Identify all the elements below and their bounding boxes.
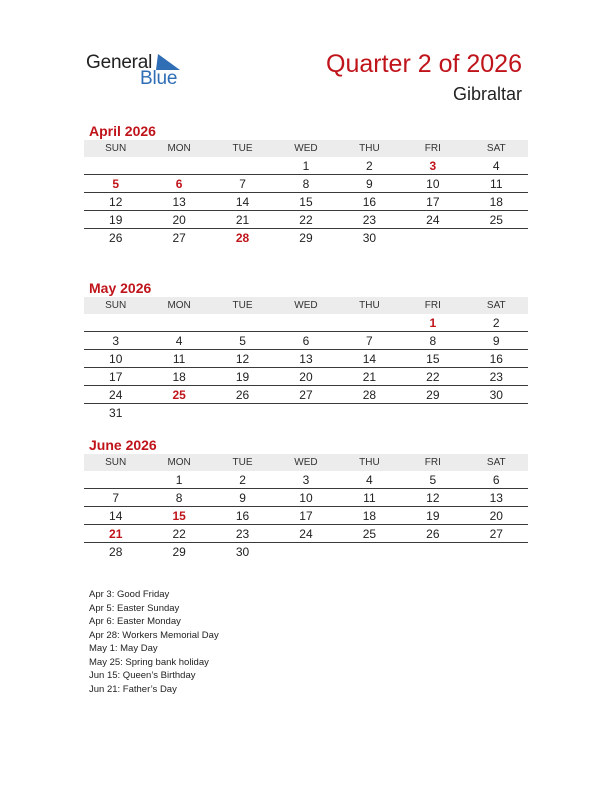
empty-day-cell xyxy=(147,157,210,175)
day-cell: 28 xyxy=(109,544,123,559)
empty-day-cell xyxy=(338,404,401,422)
day-cell: 30 xyxy=(362,230,377,245)
day-cell: 2 xyxy=(211,471,274,489)
day-cell: 4 xyxy=(147,332,210,350)
day-cell: 12 xyxy=(401,489,464,507)
day-cell: 21 xyxy=(338,368,401,386)
day-cell: 1 xyxy=(274,157,337,175)
empty-day-cell xyxy=(401,404,464,422)
day-cell: 15 xyxy=(401,350,464,368)
day-cell: 3 xyxy=(274,471,337,489)
weekday-label: SUN xyxy=(84,454,147,471)
empty-day-cell xyxy=(211,314,274,332)
day-cell: 14 xyxy=(338,350,401,368)
day-cell: 11 xyxy=(465,175,528,193)
week-row xyxy=(84,157,528,175)
weekday-label: FRI xyxy=(401,297,464,314)
weekday-label: SUN xyxy=(84,297,147,314)
day-cell: 29 xyxy=(401,386,464,404)
day-cell: 27 xyxy=(172,230,186,245)
day-cell: 12 xyxy=(211,350,274,368)
day-cell: 29 xyxy=(299,230,313,245)
day-cell: 19 xyxy=(211,368,274,386)
holiday-item: Apr 3: Good Friday xyxy=(89,589,170,600)
empty-day-cell xyxy=(147,314,210,332)
empty-day-cell xyxy=(274,404,337,422)
day-cell: 31 xyxy=(109,405,123,420)
day-cell: 13 xyxy=(465,489,528,507)
day-cell: 3 xyxy=(401,157,464,175)
weekday-label: TUE xyxy=(211,140,274,157)
day-cell: 22 xyxy=(274,211,337,229)
weekday-label: FRI xyxy=(401,454,464,471)
empty-day-cell xyxy=(211,404,274,422)
day-cell: 16 xyxy=(338,193,401,211)
day-cell: 9 xyxy=(211,489,274,507)
month-april xyxy=(84,122,528,246)
day-cell: 14 xyxy=(211,193,274,211)
day-cell: 8 xyxy=(274,175,337,193)
day-cell: 18 xyxy=(147,368,210,386)
day-cell: 25 xyxy=(465,211,528,229)
month-june xyxy=(84,436,528,560)
day-cell: 21 xyxy=(211,211,274,229)
day-cell: 26 xyxy=(401,525,464,543)
day-cell: 23 xyxy=(338,211,401,229)
day-cell: 28 xyxy=(338,386,401,404)
empty-day-cell xyxy=(338,314,401,332)
week-row xyxy=(84,314,528,332)
day-cell: 10 xyxy=(84,350,147,368)
day-cell: 26 xyxy=(211,386,274,404)
empty-day-cell xyxy=(401,229,464,247)
day-cell: 5 xyxy=(84,175,147,193)
page-title: Quarter 2 of 2026 xyxy=(326,50,522,78)
weekday-label: SAT xyxy=(465,454,528,471)
day-cell: 15 xyxy=(147,507,210,525)
day-cell: 4 xyxy=(338,471,401,489)
empty-day-cell xyxy=(84,314,147,332)
logo-word-blue: Blue xyxy=(140,68,178,89)
calendar-grid xyxy=(84,140,528,246)
day-cell: 14 xyxy=(84,507,147,525)
day-cell: 29 xyxy=(172,544,186,559)
day-cell: 24 xyxy=(401,211,464,229)
empty-day-cell xyxy=(274,314,337,332)
week-row xyxy=(84,386,528,404)
week-row xyxy=(84,193,528,211)
weekday-label: SAT xyxy=(465,140,528,157)
generalblue-logo xyxy=(86,52,196,92)
day-cell: 10 xyxy=(401,175,464,193)
week-row xyxy=(84,543,528,561)
week-row xyxy=(84,211,528,229)
empty-day-cell xyxy=(147,404,210,422)
day-cell: 8 xyxy=(401,332,464,350)
day-cell: 20 xyxy=(274,368,337,386)
week-row xyxy=(84,229,528,247)
day-cell: 7 xyxy=(338,332,401,350)
week-row xyxy=(84,368,528,386)
holiday-item: May 1: May Day xyxy=(89,643,158,654)
week-row xyxy=(84,525,528,543)
day-cell: 23 xyxy=(211,525,274,543)
day-cell: 12 xyxy=(84,193,147,211)
weekday-header-row xyxy=(84,140,528,157)
day-cell: 17 xyxy=(84,368,147,386)
day-cell: 13 xyxy=(147,193,210,211)
month-may xyxy=(84,279,528,421)
week-row xyxy=(84,489,528,507)
day-cell: 25 xyxy=(147,386,210,404)
day-cell: 5 xyxy=(401,471,464,489)
day-cell: 20 xyxy=(465,507,528,525)
weekday-label: TUE xyxy=(211,297,274,314)
weekday-label: SUN xyxy=(84,140,147,157)
day-cell: 27 xyxy=(465,525,528,543)
weekday-label: FRI xyxy=(401,140,464,157)
day-cell: 9 xyxy=(338,175,401,193)
day-cell: 6 xyxy=(465,471,528,489)
day-cell: 16 xyxy=(211,507,274,525)
week-row xyxy=(84,350,528,368)
day-cell: 17 xyxy=(274,507,337,525)
day-cell: 6 xyxy=(147,175,210,193)
day-cell: 22 xyxy=(147,525,210,543)
weekday-label: THU xyxy=(338,454,401,471)
weekday-label: WED xyxy=(274,297,337,314)
day-cell: 28 xyxy=(235,230,250,245)
holiday-item: Apr 5: Easter Sunday xyxy=(89,602,180,614)
month-title: April 2026 xyxy=(89,123,156,139)
calendar-grid xyxy=(84,454,528,560)
empty-day-cell xyxy=(274,543,337,561)
day-cell: 9 xyxy=(465,332,528,350)
month-title: May 2026 xyxy=(89,280,152,296)
day-cell: 27 xyxy=(274,386,337,404)
day-cell: 5 xyxy=(211,332,274,350)
weekday-label: WED xyxy=(274,140,337,157)
day-cell: 6 xyxy=(274,332,337,350)
logo-word-general: General xyxy=(86,52,153,73)
empty-day-cell xyxy=(338,543,401,561)
holiday-item: Apr 6: Easter Monday xyxy=(89,616,181,627)
day-cell: 18 xyxy=(465,193,528,211)
weekday-label: WED xyxy=(274,454,337,471)
empty-day-cell xyxy=(211,157,274,175)
day-cell: 2 xyxy=(338,157,401,175)
weekday-label: THU xyxy=(338,297,401,314)
holiday-item: Jun 21: Father’s Day xyxy=(89,683,177,695)
month-title: June 2026 xyxy=(89,437,157,453)
day-cell: 20 xyxy=(147,211,210,229)
day-cell: 10 xyxy=(274,489,337,507)
day-cell: 11 xyxy=(338,489,401,507)
holiday-item: May 25: Spring bank holiday xyxy=(89,656,209,668)
holiday-item: Apr 28: Workers Memorial Day xyxy=(89,629,219,641)
empty-day-cell xyxy=(401,543,464,561)
day-cell: 8 xyxy=(147,489,210,507)
day-cell: 13 xyxy=(274,350,337,368)
day-cell: 1 xyxy=(147,471,210,489)
day-cell: 16 xyxy=(465,350,528,368)
weekday-label: MON xyxy=(147,454,210,471)
day-cell: 23 xyxy=(465,368,528,386)
empty-day-cell xyxy=(465,404,528,422)
day-cell: 24 xyxy=(274,525,337,543)
day-cell: 22 xyxy=(401,368,464,386)
empty-day-cell xyxy=(465,543,528,561)
empty-day-cell xyxy=(84,157,147,175)
day-cell: 7 xyxy=(84,489,147,507)
calendar-grid xyxy=(84,297,528,421)
weekday-header-row xyxy=(84,454,528,471)
week-row xyxy=(84,507,528,525)
day-cell: 4 xyxy=(465,157,528,175)
week-row xyxy=(84,404,528,422)
weekday-label: THU xyxy=(338,140,401,157)
week-row xyxy=(84,175,528,193)
day-cell: 19 xyxy=(401,507,464,525)
day-cell: 1 xyxy=(401,314,464,332)
empty-day-cell xyxy=(84,471,147,489)
day-cell: 11 xyxy=(147,350,210,368)
day-cell: 26 xyxy=(109,230,123,245)
day-cell: 25 xyxy=(338,525,401,543)
empty-day-cell xyxy=(465,229,528,247)
day-cell: 21 xyxy=(84,525,147,543)
day-cell: 7 xyxy=(211,175,274,193)
day-cell: 2 xyxy=(465,314,528,332)
holiday-list xyxy=(89,588,219,696)
holiday-item: Jun 15: Queen’s Birthday xyxy=(89,670,196,681)
day-cell: 19 xyxy=(84,211,147,229)
weekday-label: SAT xyxy=(465,297,528,314)
week-row xyxy=(84,332,528,350)
day-cell: 30 xyxy=(235,544,250,559)
weekday-label: MON xyxy=(147,297,210,314)
weekday-label: TUE xyxy=(211,454,274,471)
day-cell: 30 xyxy=(465,386,528,404)
day-cell: 24 xyxy=(84,386,147,404)
day-cell: 3 xyxy=(84,332,147,350)
day-cell: 15 xyxy=(274,193,337,211)
country-name: Gibraltar xyxy=(452,84,522,104)
weekday-label: MON xyxy=(147,140,210,157)
day-cell: 18 xyxy=(338,507,401,525)
week-row xyxy=(84,471,528,489)
weekday-header-row xyxy=(84,297,528,314)
day-cell: 17 xyxy=(401,193,464,211)
